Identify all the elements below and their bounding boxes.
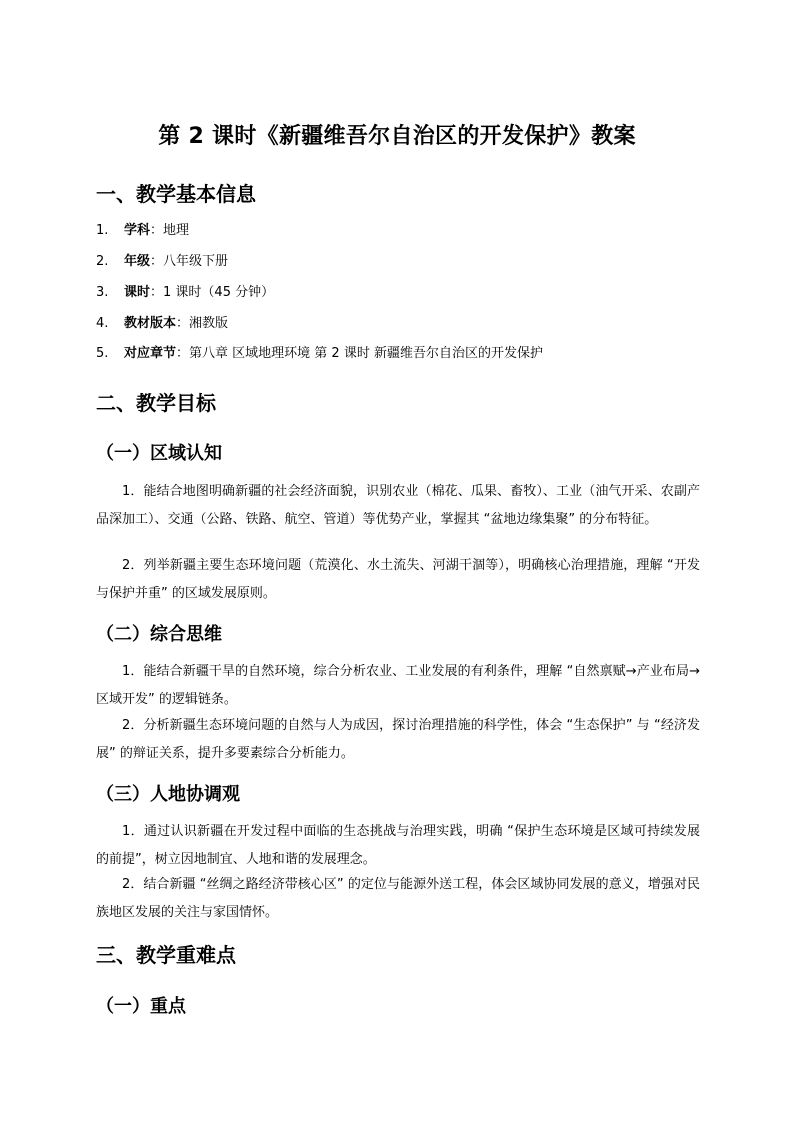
info-item-chapter bbox=[96, 344, 543, 364]
subsection-heading-human-land-coordination: （三）人地协调观 bbox=[96, 784, 240, 805]
info-item-number: 2. bbox=[96, 254, 109, 269]
paragraph: 1．能结合地图明确新疆的社会经济面貌，识别农业（棉花、瓜果、畜牧）、工业（油气开采、农副产品深加工）、交通（公路、铁路、航空、管道）等优势产业，掌握其 “盆地边缘集聚” 的分布特征。 bbox=[96, 484, 700, 527]
subsection-heading-comprehensive-thinking: （二）综合思维 bbox=[96, 624, 222, 645]
info-item-period bbox=[96, 283, 274, 303]
paragraph: 2．结合新疆 “丝绸之路经济带核心区” 的定位与能源外送工程，体会区域协同发展的意义，增强对民族地区发展的关注与家国情怀。 bbox=[96, 877, 700, 920]
paragraph: 2．列举新疆主要生态环境问题（荒漠化、水土流失、河湖干涸等），明确核心治理措施，理解 “开发与保护并重” 的区域发展原则。 bbox=[96, 558, 700, 601]
info-item-value: 湘教版 bbox=[189, 316, 229, 331]
info-item-separator: ： bbox=[150, 285, 164, 300]
info-item-key: 对应章节 bbox=[124, 346, 177, 361]
info-item-textbook bbox=[96, 314, 228, 334]
section-heading-basic-info: 一、教学基本信息 bbox=[96, 182, 256, 206]
document-title: 第 2 课时《新疆维吾尔自治区的开发保护》教案 bbox=[158, 124, 636, 149]
info-item-value: 第八章 区域地理环境 第 2 课时 新疆维吾尔自治区的开发保护 bbox=[189, 346, 543, 361]
info-item-number: 5. bbox=[96, 346, 109, 361]
info-item-separator: ： bbox=[150, 254, 164, 269]
info-item-value: 1 课时（45 分钟） bbox=[163, 285, 275, 300]
info-item-grade bbox=[96, 252, 228, 272]
info-item-separator: ： bbox=[150, 223, 164, 238]
info-item-number: 4. bbox=[96, 316, 109, 331]
info-item-value: 八年级下册 bbox=[163, 254, 229, 269]
section-heading-key-points: 三、教学重难点 bbox=[96, 943, 236, 967]
paragraph: 2．分析新疆生态环境问题的自然与人为成因，探讨治理措施的科学性，体会 “生态保护” 与 “经济发展” 的辩证关系，提升多要素综合分析能力。 bbox=[96, 718, 700, 761]
info-item-key: 教材版本 bbox=[124, 316, 177, 331]
info-item-key: 课时 bbox=[124, 285, 151, 300]
info-item-separator: ： bbox=[176, 316, 190, 331]
info-item-key: 年级 bbox=[124, 254, 151, 269]
info-item-number: 1. bbox=[96, 223, 109, 238]
paragraph: 1．通过认识新疆在开发过程中面临的生态挑战与治理实践，明确 “保护生态环境是区域可持续发展的前提”，树立因地制宜、人地和谐的发展理念。 bbox=[96, 824, 700, 867]
paragraph: 1．能结合新疆干旱的自然环境，综合分析农业、工业发展的有利条件，理解 “自然禀赋→产业布局→区域开发” 的逻辑链条。 bbox=[96, 664, 700, 707]
info-item-subject bbox=[96, 221, 189, 241]
section-heading-objectives: 二、教学目标 bbox=[96, 391, 216, 415]
subsection-heading-regional-cognition: （一）区域认知 bbox=[96, 443, 222, 464]
info-item-separator: ： bbox=[176, 346, 190, 361]
info-item-number: 3. bbox=[96, 285, 109, 300]
subsection-heading-key-focus: （一）重点 bbox=[96, 996, 186, 1017]
info-item-value: 地理 bbox=[163, 223, 190, 238]
info-item-key: 学科 bbox=[124, 223, 151, 238]
